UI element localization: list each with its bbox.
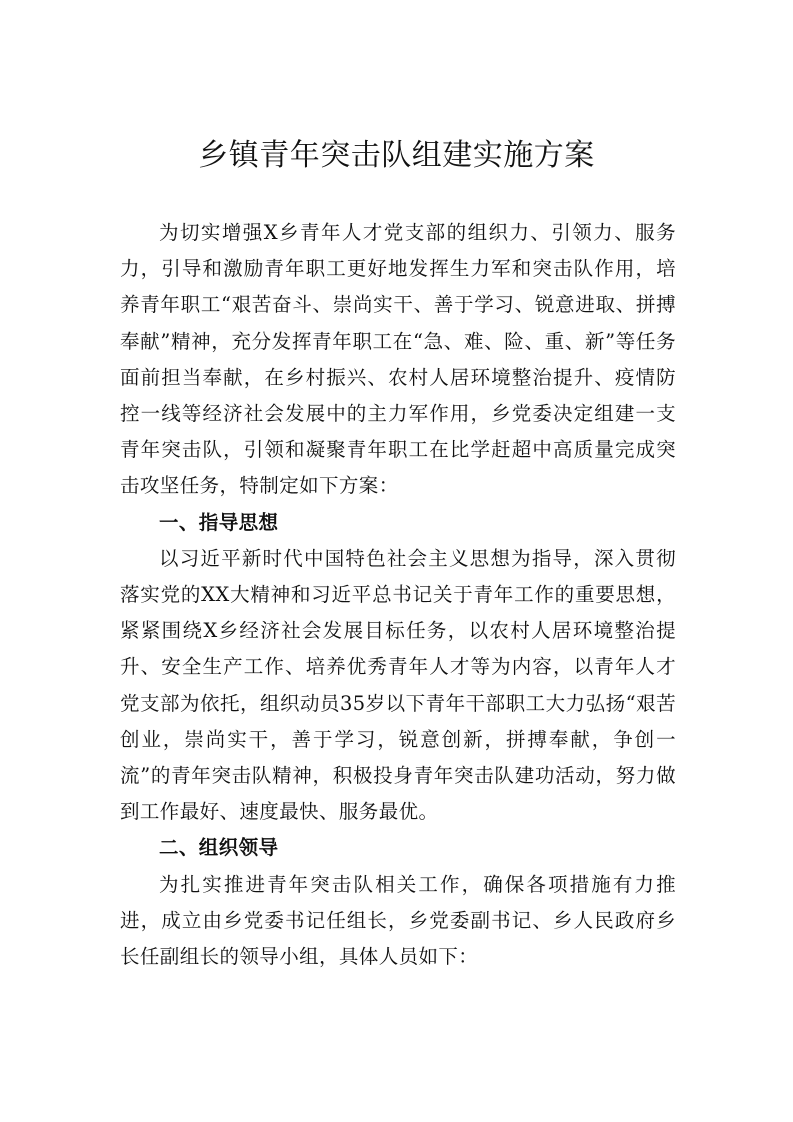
guiding-ideology-paragraph: 以习近平新时代中国特色社会主义思想为指导，深入贯彻落实党的XX大精神和习近平总书记关于青年工作的重要思想，紧紧围绕X乡经济社会发展目标任务，以农村人居环境整治提升、安全生产工作、培养优秀青年人才等为内容，以青年人才党支部为依托，组织动员35岁以下青年干部职工大力弘扬“艰苦创业，崇尚实干，善于学习，锐意创新，拼搏奉献，争创一流”的青年突击队精神，积极投身青年突击队建功活动，努力做到工作最好、速度最快、服务最优。 xyxy=(120,546,676,824)
intro-paragraph: 为切实增强X乡青年人才党支部的组织力、引领力、服务力，引导和激励青年职工更好地发挥生力军和突击队作用，培养青年职工“艰苦奋斗、崇尚实干、善于学习、锐意进取、拼搏奉献”精神，充分发挥青年职工在“急、难、险、重、新”等任务面前担当奉献，在乡村振兴、农村人居环境整治提升、疫情防控一线等经济社会发展中的主力军作用，乡党委决定组建一支青年突击队，引领和凝聚青年职工在比学赶超中高质量完成突击攻坚任务，特制定如下方案： xyxy=(120,221,676,498)
document-body xyxy=(120,215,676,975)
section-heading-guiding-ideology: 一、指导思想 xyxy=(159,510,279,534)
organization-leadership-paragraph: 为扎实推进青年突击队相关工作，确保各项措施有力推进，成立由乡党委书记任组长，乡党委副书记、乡人民政府乡长任副组长的领导小组，具体人员如下： xyxy=(120,872,676,969)
document-title: 乡镇青年突击队组建实施方案 xyxy=(198,138,595,173)
section-heading-organization-leadership: 二、组织领导 xyxy=(159,836,279,860)
